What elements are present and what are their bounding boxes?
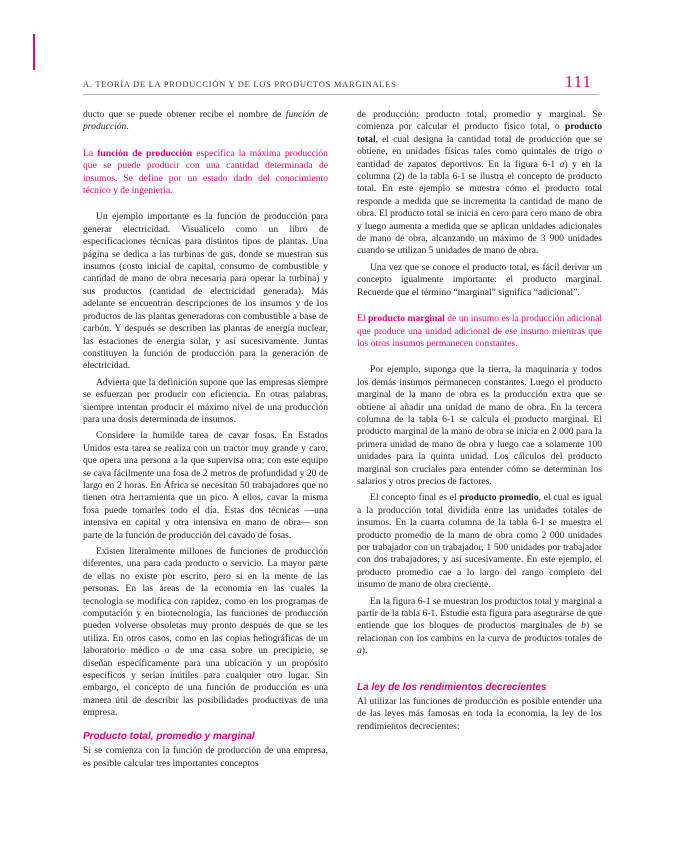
paragraph: Si se comienza con la función de producción de una empresa, es posible calcular tres importantes conceptos: [83, 745, 328, 769]
paragraph: Un ejemplo importante es la función de producción para generar electricidad. Visualícelo como un libro de especificaciones técnicas para distintos tipos de plantas. Una página se dedica a las turbinas de gas, donde se muestran sus insumos (costo inicial de capital, consumo de combustible y cantidad de mano de obra necesaria para operar la turbina) y sus productos (cantidad de electricidad generada). Más adelante se encuentran descripciones de los insumos y de los productos de las plantas generadoras con combustible a base de carbón. Y después se describen las plantas de energía nuclear, las estaciones de energía solar, y así sucesivamente. Juntas constituyen la función de producción para la generación de electricidad.: [83, 211, 328, 372]
running-head: A. TEORÍA DE LA PRODUCCIÓN Y DE LOS PRODUCTOS MARGINALES: [83, 79, 397, 89]
paragraph: El concepto final es el producto promedio, el cual es igual a la producción total dividida entre las unidades totales de insumos. En la cuarta columna de la tabla 6-1 se muestra el producto promedio de la mano de obra como 2 000 unidades por trabajador con un trabajador, 1 500 unidades por trabajador con dos trabajadores, y así sucesivamente. En este ejemplo, el producto promedio cae a lo largo del rango completo del insumo de mano de obra creciente.: [357, 492, 602, 591]
section-heading: Producto total, promedio y marginal: [83, 730, 255, 742]
paragraph: Advierta que la definición supone que las empresas siempre se esfuerzan por producir con eficiencia. En otras palabras, siempre intentan producir el máximo nivel de una producción para una dosis determinada de insumos.: [83, 376, 328, 425]
header-rule: [83, 94, 599, 95]
paragraph: Considere la humilde tarea de cavar fosas. En Estados Unidos esta tarea se realiza con un tractor muy grande y caro, que opera una persona a la que supervisa otra; con este equipo se cava fácilmente una fosa de 2 metros de profundidad y 20 de largo en 2 horas. En África se necesitan 50 trabajadores que no tienen otra herramienta que un pico. A ellos, cavar la misma fosa puede tomarles todo el día. Estas dos técnicas —una intensiva en capital y otra intensiva en mano de obra— son parte de la función de producción del cavado de fosas.: [83, 430, 328, 541]
paragraph: ducto que se puede obtener recibe el nombre de función de producción.: [83, 109, 328, 133]
page-edge-mark: [33, 34, 35, 70]
left-column: [83, 109, 328, 774]
paragraph: Una vez que se conoce el producto total, es fácil derivar un concepto igualmente importante: el producto marginal. Recuerde que el término “marginal” significa “adicional”.: [357, 261, 602, 298]
paragraph: Por ejemplo, suponga que la tierra, la maquinaria y todos los demás insumos permanecen constantes. Luego el producto marginal de la mano de obra es la producción extra que se obtiene al añadir una unidad de mano de obra. En la tercera columna de la tabla 6-1 se calcula el producto marginal. El producto marginal de la mano de obra se inicia en 2 000 para la primera unidad de mano de obra y luego cae a solamente 100 unidades para la quinta unidad. Los cálculos del producto marginal son cruciales para entender cómo se determinan los salarios y otros precios de factores.: [357, 364, 602, 487]
definition-marginal-product: El producto marginal de un insumo es la producción adicional que produce una unidad adicional de ese insumo mientras que los otros insumos permanecen constantes.: [357, 313, 602, 349]
section-heading: La ley de los rendimientos decrecientes: [357, 681, 547, 693]
paragraph: Existen literalmente millones de funciones de producción diferentes, una para cada producto o servicio. La mayor parte de ellas no existe por escrito, pero sí en la mente de las personas. En las áreas de la economía en las cuales la tecnología se modifica con rapidez, como en los programas de computación y en biotecnología, las funciones de producción pueden volverse obsoletas muy pronto después de que se les utiliza. En otros casos, como en las copias heliográficas de un laboratorio médico o de una casa sobre un precipicio, se diseñan específicamente para una ubicación y un propósito específicos y serían inútiles para cualquier otro lugar. Sin embargo, el concepto de una función de producción es una manera útil de describir las posibilidades productivas de una empresa.: [83, 546, 328, 719]
definition-production-function: La función de producción especifica la máxima producción que se puede producir con una cantidad determinada de insumos. Se define por un estado dado del conocimiento técnico y de ingeniería.: [83, 147, 328, 197]
paragraph: Al utilizar las funciones de producción es posible entender una de las leyes más famosas en toda la economía, la ley de los rendimientos decrecientes:: [357, 696, 602, 732]
right-column: [357, 109, 602, 737]
page-number: 111: [564, 72, 592, 91]
paragraph: En la figura 6-1 se muestran los productos total y marginal a partir de la tabla 6-1. Estudie esta figura para asegurarse de que entiende que los bloques de productos marginales de b) se relacionan con los cambios en la curva de productos totales de a).: [357, 595, 602, 657]
paragraph: de producción: producto total, promedio y marginal. Se comienza por calcular el producto físico total, o producto total, el cual designa la cantidad total de producción que se obtiene, en unidades físicas tales como quintales de trigo o cantidad de zapatos deportivos. En la figura 6-1 a) y en la columna (2) de la tabla 6-1 se ilustra el concepto de producto total. En este ejemplo se muestra cómo el producto total responde a medida que se incrementa la cantidad de mano de obra. El producto total se inicia en cero para cero mano de obra y luego aumenta a medida que se aplican unidades adicionales de mano de obra, alcanzando un máximo de 3 900 unidades cuando se utilizan 5 unidades de mano de obra.: [357, 109, 603, 257]
